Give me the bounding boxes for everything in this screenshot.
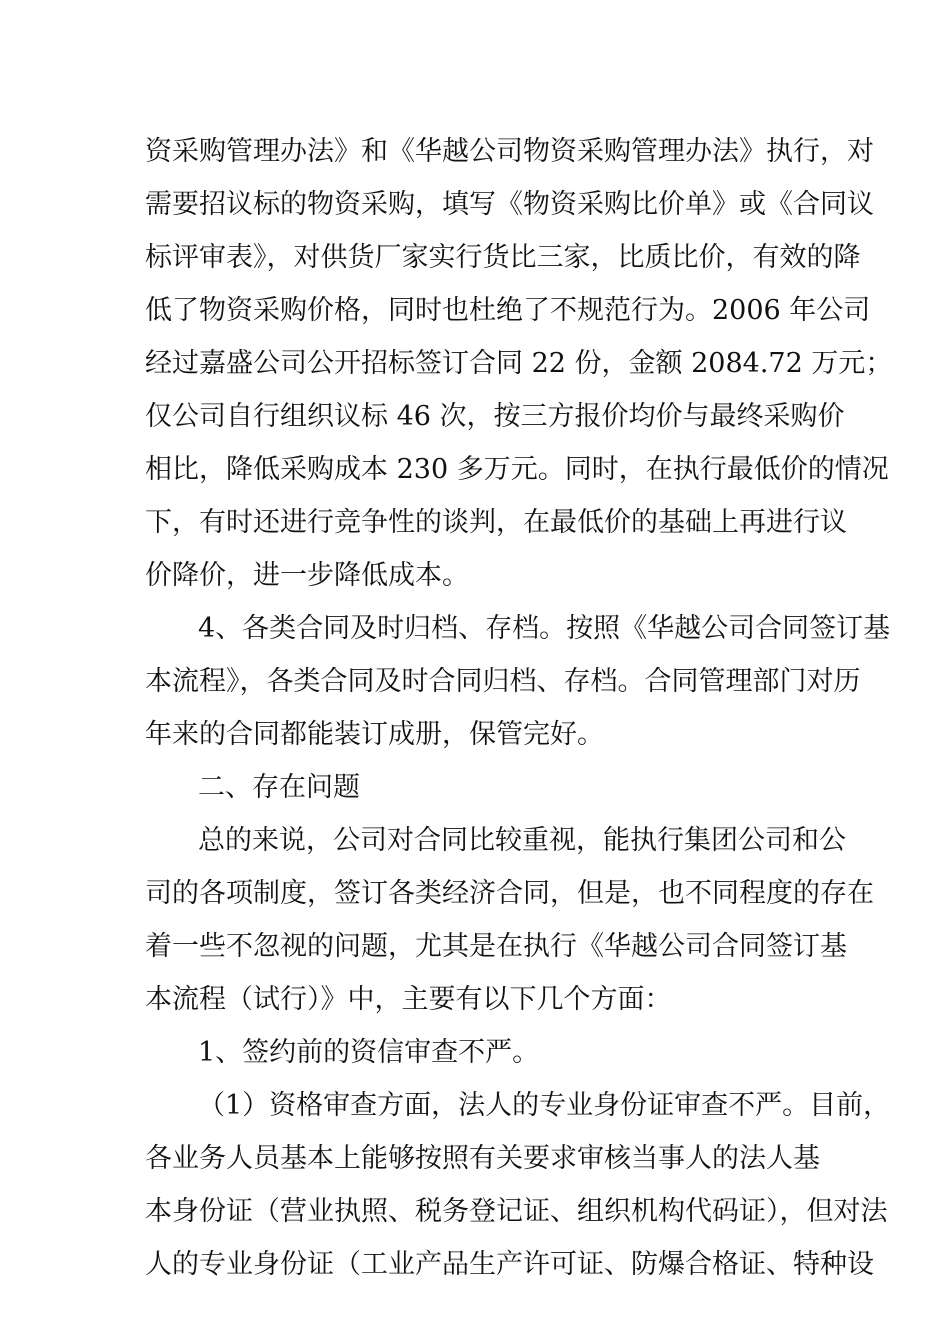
body-text-line: 相比，降低采购成本 230 多万元。同时，在执行最低价的情况 — [145, 454, 889, 485]
body-text-line: 下，有时还进行竞争性的谈判，在最低价的基础上再进行议 — [145, 507, 847, 538]
body-text-line: 各业务人员基本上能够按照有关要求审核当事人的法人基 — [145, 1143, 820, 1174]
paragraph-first-line: （1）资格审查方面，法人的专业身份证审查不严。目前， — [198, 1090, 891, 1121]
body-text-line: 本流程（试行）》中，主要有以下几个方面： — [145, 984, 672, 1015]
body-text-line: 人的专业身份证（工业产品生产许可证、防爆合格证、特种设 — [145, 1249, 874, 1280]
section-heading: 二、存在问题 — [198, 772, 360, 803]
body-text-line: 需要招议标的物资采购，填写《物资采购比价单》或《合同议 — [145, 189, 874, 220]
body-text-line: 年来的合同都能装订成册，保管完好。 — [145, 719, 604, 750]
paragraph-first-line: 总的来说，公司对合同比较重视，能执行集团公司和公 — [198, 825, 846, 856]
body-text-line: 价降价，进一步降低成本。 — [145, 560, 469, 591]
subsection-heading: 1、签约前的资信审查不严。 — [198, 1037, 540, 1068]
body-text-line: 标评审表》，对供货厂家实行货比三家，比质比价，有效的降 — [145, 242, 861, 273]
paragraph-first-line: 4、各类合同及时归档、存档。按照《华越公司合同签订基 — [198, 613, 891, 644]
body-text-line: 经过嘉盛公司公开招标签订合同 22 份，金额 2084.72 万元； — [145, 348, 893, 379]
body-text-line: 仅公司自行组织议标 46 次，按三方报价均价与最终采购价 — [145, 401, 845, 432]
body-text-line: 本身份证（营业执照、税务登记证、组织机构代码证），但对法 — [145, 1196, 888, 1227]
body-text-line: 资采购管理办法》和《华越公司物资采购管理办法》执行，对 — [145, 136, 874, 167]
body-text-line: 本流程》，各类合同及时合同归档、存档。合同管理部门对历 — [145, 666, 861, 697]
body-text-line: 着一些不忽视的问题，尤其是在执行《华越公司合同签订基 — [145, 931, 847, 962]
body-text-line: 低了物资采购价格，同时也杜绝了不规范行为。2006 年公司 — [145, 295, 871, 326]
body-text-line: 司的各项制度，签订各类经济合同，但是，也不同程度的存在 — [145, 878, 874, 909]
